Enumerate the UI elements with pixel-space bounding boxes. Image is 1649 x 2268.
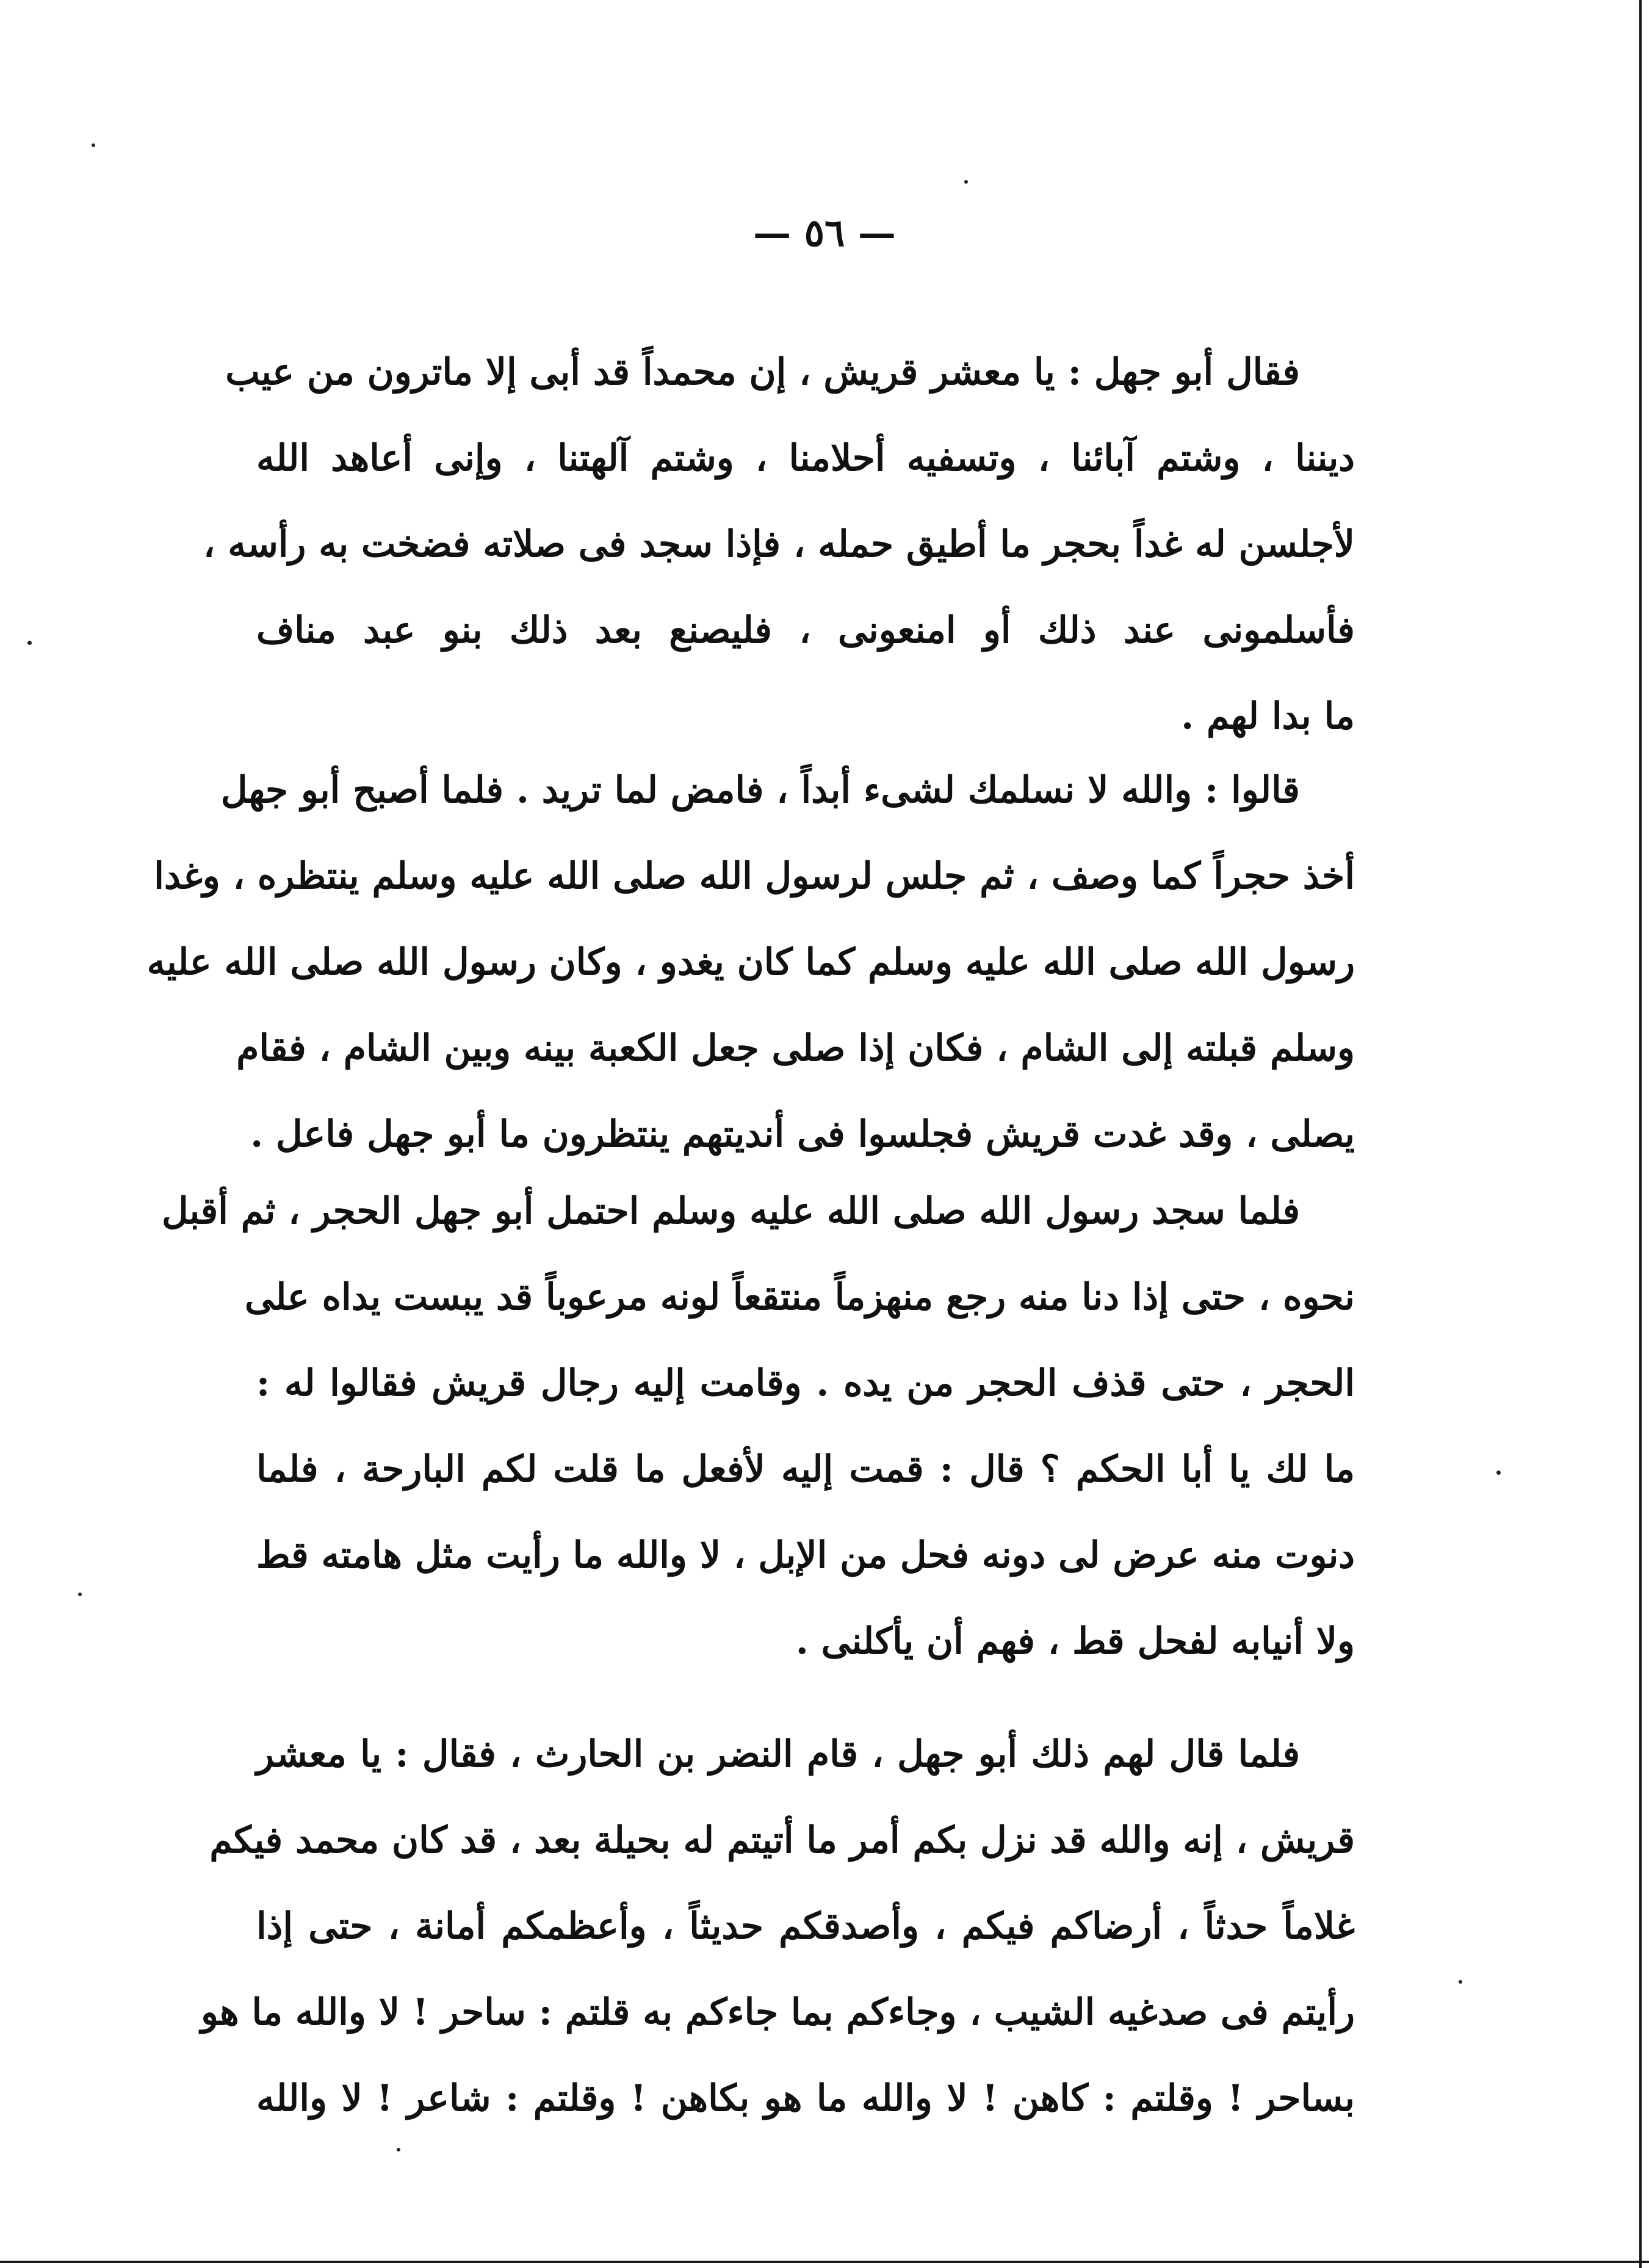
text-line: فقال أبو جهل : يا معشر قريش ، إن محمداً قد أبى إلا ماترون من عيب <box>225 351 1300 394</box>
text-line: فلما سجد رسول الله صلى الله عليه وسلم احتمل أبو جهل الحجر ، ثم أقبل <box>161 1190 1300 1233</box>
text-line: دنوت منه عرض لى دونه فحل من الإبل ، لا والله ما رأيت مثل هامته قط <box>256 1534 1355 1577</box>
page-number: — ٥٦ — <box>753 211 896 255</box>
text-line: قالوا : والله لا نسلمك لشىء أبداً ، فامض لما تريد . فلما أصبح أبو جهل <box>220 769 1300 812</box>
text-line: غلاماً حدثاً ، أرضاكم فيكم ، وأصدقكم حديثاً ، وأعظمكم أمانة ، حتى إذا <box>256 1905 1355 1948</box>
scan-speck <box>964 180 968 184</box>
scan-border-right <box>1639 0 1642 2268</box>
scan-speck <box>1459 1980 1462 1984</box>
paragraph-2 <box>146 747 1355 1178</box>
text-line: بساحر ! وقلتم : كاهن ! لا والله ما هو بكاهن ! وقلتم : شاعر ! لا والله <box>256 2077 1355 2120</box>
text-line: ولا أنيابه لفحل قط ، فهم أن يأكلنى . <box>795 1620 1355 1663</box>
paragraph-1 <box>203 329 1355 760</box>
scan-border-bottom <box>0 2261 1649 2263</box>
paragraph-3 <box>161 1168 1355 1685</box>
scan-speck <box>92 143 95 147</box>
text-line: نحوه ، حتى إذا دنا منه رجع منهزماً منتقعاً لونه مرعوباً قد يبست يداه على <box>245 1276 1355 1319</box>
text-line: الحجر ، حتى قذف الحجر من يده . وقامت إليه رجال قريش فقالوا له : <box>256 1362 1355 1405</box>
text-line: فأسلمونى عند ذلك أو امنعونى ، فليصنع بعد ذلك بنو عبد مناف <box>256 609 1355 652</box>
text-line: ديننا ، وشتم آبائنا ، وتسفيه أحلامنا ، وشتم آلهتنا ، وإنى أعاهد الله <box>256 437 1355 480</box>
text-line: ما لك يا أبا الحكم ؟ قال : قمت إليه لأفعل ما قلت لكم البارحة ، فلما <box>256 1448 1355 1491</box>
scan-speck <box>78 1593 82 1596</box>
scan-speck <box>397 2148 400 2151</box>
text-line: يصلى ، وقد غدت قريش فجلسوا فى أنديتهم ينتظرون ما أبو جهل فاعل . <box>250 1113 1355 1156</box>
scan-speck <box>1496 1471 1501 1475</box>
paragraph-4 <box>201 1712 1355 2142</box>
text-line: أخذ حجراً كما وصف ، ثم جلس لرسول الله صلى الله عليه وسلم ينتظره ، وغدا <box>154 855 1355 898</box>
text-line: لأجلسن له غداً بحجر ما أطيق حمله ، فإذا سجد فى صلاته فضخت به رأسه ، <box>203 523 1355 566</box>
scan-speck <box>27 641 32 645</box>
text-line: رسول الله صلى الله عليه وسلم كما كان يغدو ، وكان رسول الله صلى الله عليه <box>146 941 1355 984</box>
text-line: ما بدا لهم . <box>1181 695 1355 738</box>
text-line: رأيتم فى صدغيه الشيب ، وجاءكم بما جاءكم به قلتم : ساحر ! لا والله ما هو <box>201 1991 1355 2034</box>
text-line: قريش ، إنه والله قد نزل بكم أمر ما أتيتم له بحيلة بعد ، قد كان محمد فيكم <box>209 1819 1355 1862</box>
text-line: وسلم قبلته إلى الشام ، فكان إذا صلى جعل الكعبة بينه وبين الشام ، فقام <box>236 1027 1355 1070</box>
text-line: فلما قال لهم ذلك أبو جهل ، قام النضر بن الحارث ، فقال : يا معشر <box>256 1733 1300 1776</box>
